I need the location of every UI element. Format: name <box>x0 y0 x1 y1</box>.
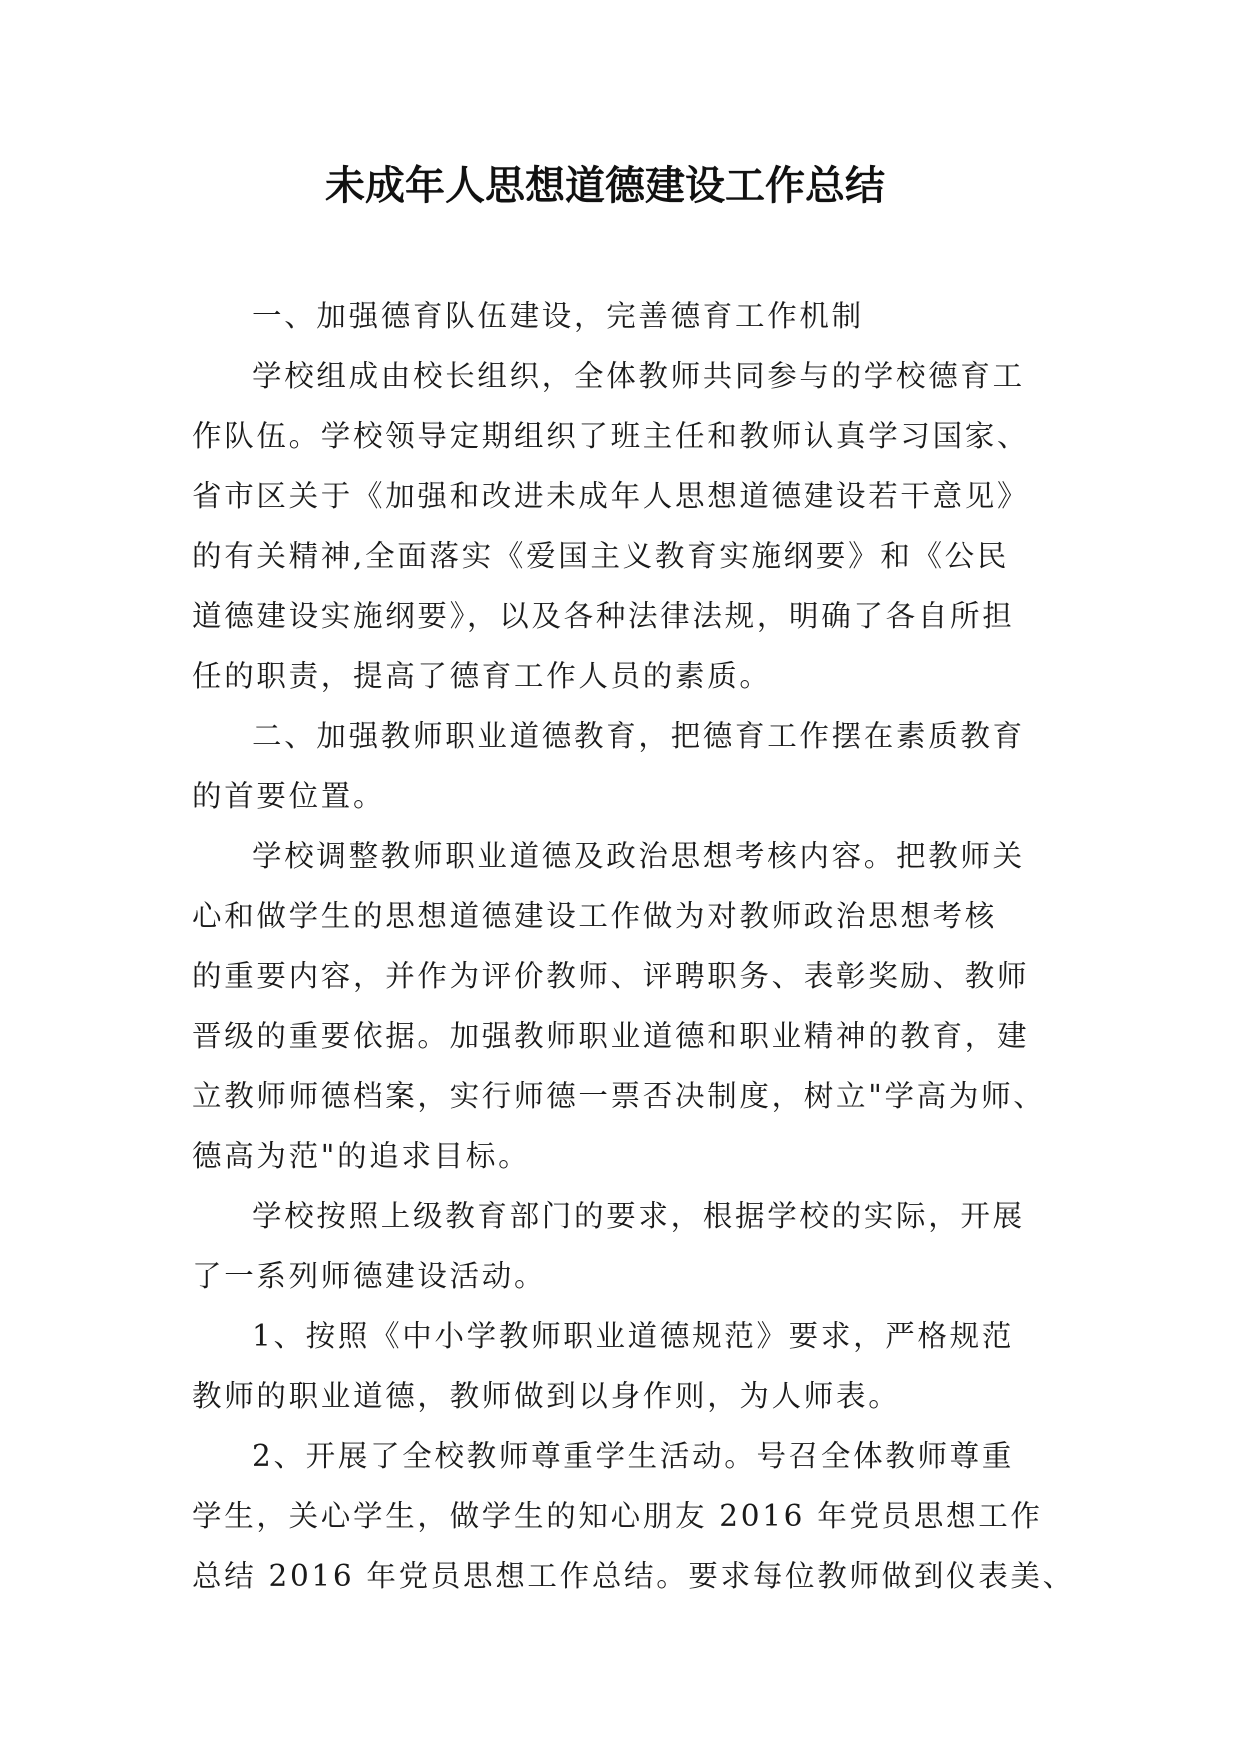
document-title: 未成年人思想道德建设工作总结 <box>325 163 885 209</box>
paragraph-line: 任的职责，提高了德育工作人员的素质。 <box>192 659 772 693</box>
paragraph-line: 的首要位置。 <box>192 779 386 813</box>
list-item-2: 2、开展了全校教师尊重学生活动。号召全体教师尊重 <box>252 1439 1015 1473</box>
paragraph-line: 学校调整教师职业道德及政治思想考核内容。把教师关 <box>252 839 1025 873</box>
paragraph-line: 总结 2016 年党员思想工作总结。要求每位教师做到仪表美、 <box>192 1559 1075 1593</box>
paragraph-line: 晋级的重要依据。加强教师职业道德和职业精神的教育，建 <box>192 1019 1030 1053</box>
paragraph-line: 了一系列师德建设活动。 <box>192 1259 547 1293</box>
section-heading-2: 二、加强教师职业道德教育，把德育工作摆在素质教育 <box>252 719 1025 753</box>
section-heading-1: 一、加强德育队伍建设，完善德育工作机制 <box>252 299 864 333</box>
paragraph-line: 教师的职业道德，教师做到以身作则，为人师表。 <box>192 1379 901 1413</box>
paragraph-line: 立教师师德档案，实行师德一票否决制度，树立"学高为师、 <box>192 1079 1046 1113</box>
paragraph-line: 省市区关于《加强和改进未成年人思想道德建设若干意见》 <box>192 479 1030 513</box>
paragraph-line: 德高为范"的追求目标。 <box>192 1139 531 1173</box>
paragraph-line: 作队伍。学校领导定期组织了班主任和教师认真学习国家、 <box>192 419 1030 453</box>
list-item-1: 1、按照《中小学教师职业道德规范》要求，严格规范 <box>252 1319 1015 1353</box>
paragraph-line: 的有关精神,全面落实《爱国主义教育实施纲要》和《公民 <box>192 539 1010 573</box>
paragraph-line: 学校按照上级教育部门的要求，根据学校的实际，开展 <box>252 1199 1025 1233</box>
paragraph-line: 学生，关心学生，做学生的知心朋友 2016 年党员思想工作 <box>192 1499 1043 1533</box>
paragraph-line: 学校组成由校长组织，全体教师共同参与的学校德育工 <box>252 359 1025 393</box>
paragraph-line: 道德建设实施纲要》，以及各种法律法规，明确了各自所担 <box>192 599 1015 633</box>
paragraph-line: 心和做学生的思想道德建设工作做为对教师政治思想考核 <box>192 899 998 933</box>
paragraph-line: 的重要内容，并作为评价教师、评聘职务、表彰奖励、教师 <box>192 959 1030 993</box>
